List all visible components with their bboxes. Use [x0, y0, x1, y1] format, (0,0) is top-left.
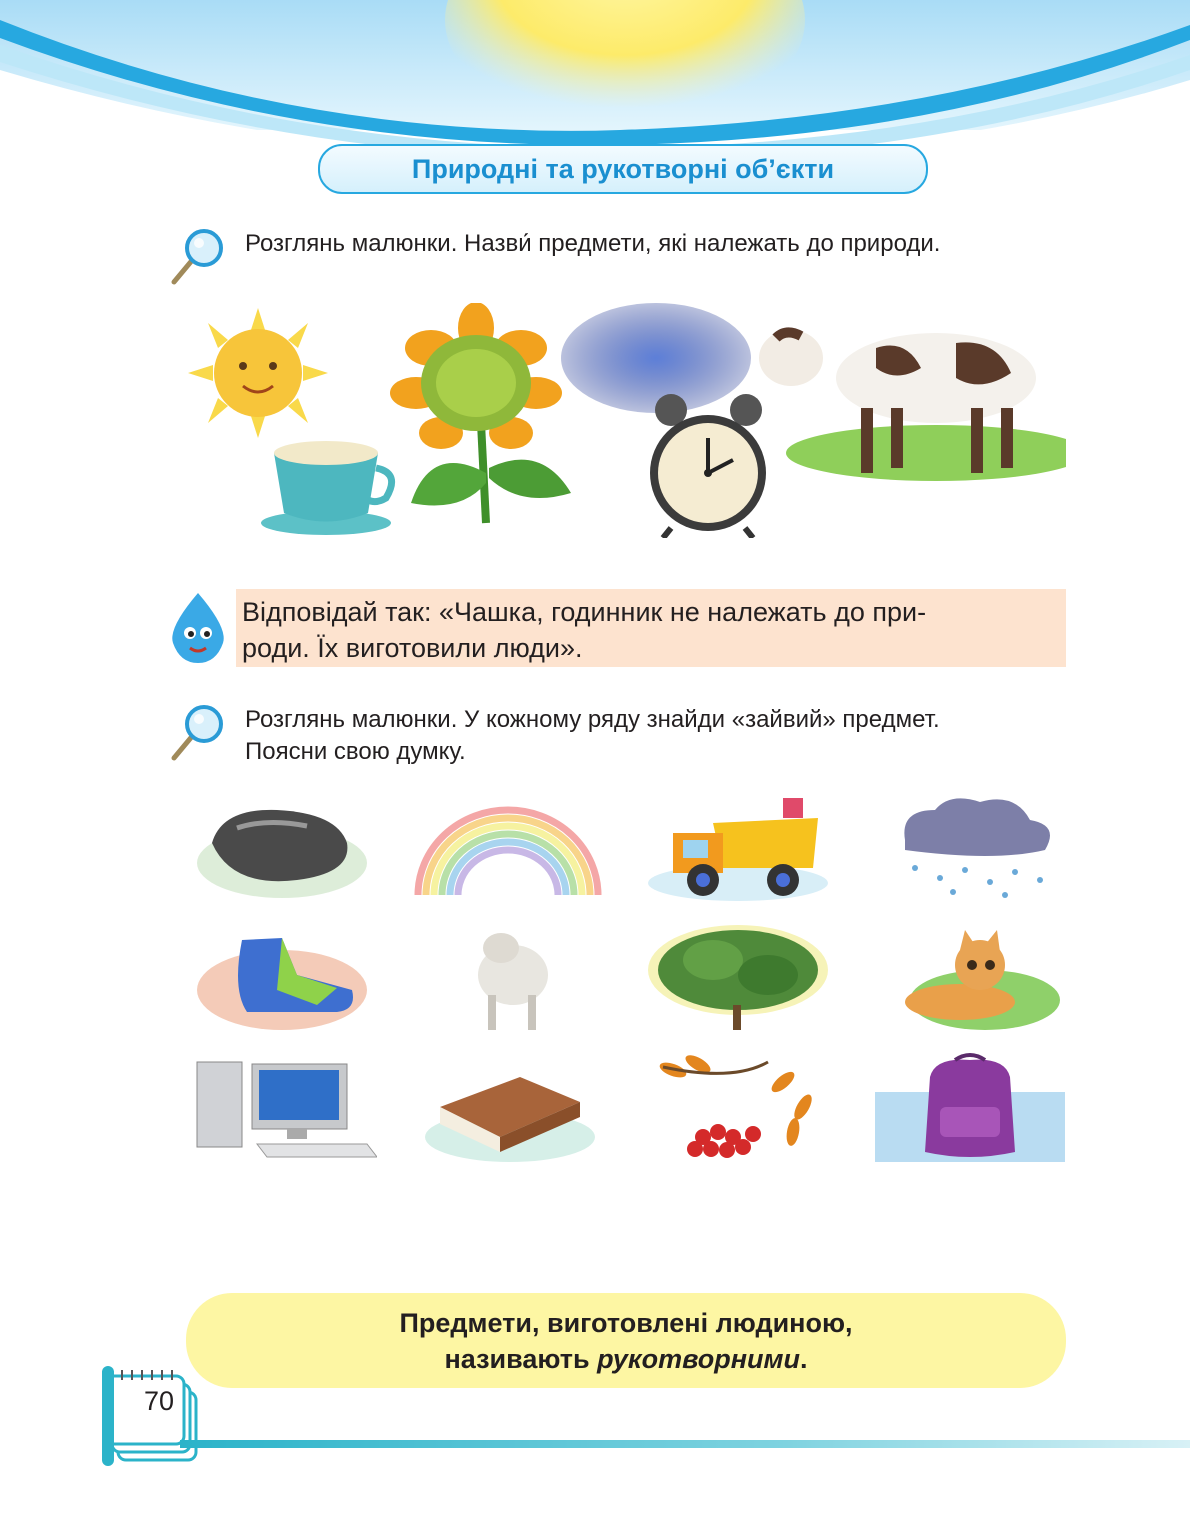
- task1-instruction: Розглянь малюнки. Назви́ предмети, які належать до природи.: [245, 230, 941, 257]
- rule-line2: [444, 1341, 807, 1377]
- header-sky-decoration: [0, 0, 1190, 160]
- computer-picture: [187, 1052, 377, 1167]
- alarm-clock-picture: [641, 388, 776, 538]
- task2-instruction: [245, 704, 940, 768]
- footer-line: [180, 1440, 1190, 1448]
- lesson-title: [318, 144, 928, 194]
- rule-line2-prefix: називають: [444, 1343, 598, 1374]
- answer-hint-line2: роди. Їх виготовили люди».: [242, 633, 583, 663]
- rainbow-picture: [413, 790, 603, 905]
- rule-line2-suffix: .: [800, 1343, 808, 1374]
- task1-pictures: [186, 298, 1066, 538]
- task2-line1: Розглянь малюнки. У кожному ряду знайди «зайвий» предмет.: [245, 706, 940, 733]
- droplet-mascot-icon: [158, 588, 238, 668]
- lesson-title-text: Природні та рукотворні об’єкти: [411, 153, 835, 184]
- task2-line2: Поясни свою думку.: [245, 738, 466, 765]
- rule-box: [186, 1293, 1066, 1388]
- backpack-picture: [875, 1052, 1065, 1167]
- kitten-picture: [875, 920, 1065, 1035]
- stone-picture: [187, 788, 377, 903]
- cup-picture: [256, 438, 406, 538]
- answer-hint-line1: Відповідай так: «Чашка, годинник не належать до при-: [242, 597, 927, 627]
- rain-cloud-picture: [875, 790, 1065, 905]
- magnifier-icon: [168, 702, 226, 764]
- magnifier-icon: [168, 226, 226, 288]
- shoe-picture: [187, 920, 377, 1035]
- tree-picture: [643, 920, 833, 1035]
- book-picture: [425, 1052, 615, 1167]
- page-number: 70: [143, 1385, 175, 1416]
- answer-hint-text: [242, 594, 1062, 666]
- lamb-picture: [413, 920, 603, 1035]
- rowan-branch-picture: [643, 1052, 833, 1167]
- rule-emphasis: рукотворними: [597, 1343, 800, 1374]
- sun-picture: [188, 308, 328, 438]
- cow-picture: [746, 298, 1066, 483]
- rule-line1: Предмети, виготовлені людиною,: [399, 1307, 853, 1338]
- dump-truck-picture: [643, 788, 833, 903]
